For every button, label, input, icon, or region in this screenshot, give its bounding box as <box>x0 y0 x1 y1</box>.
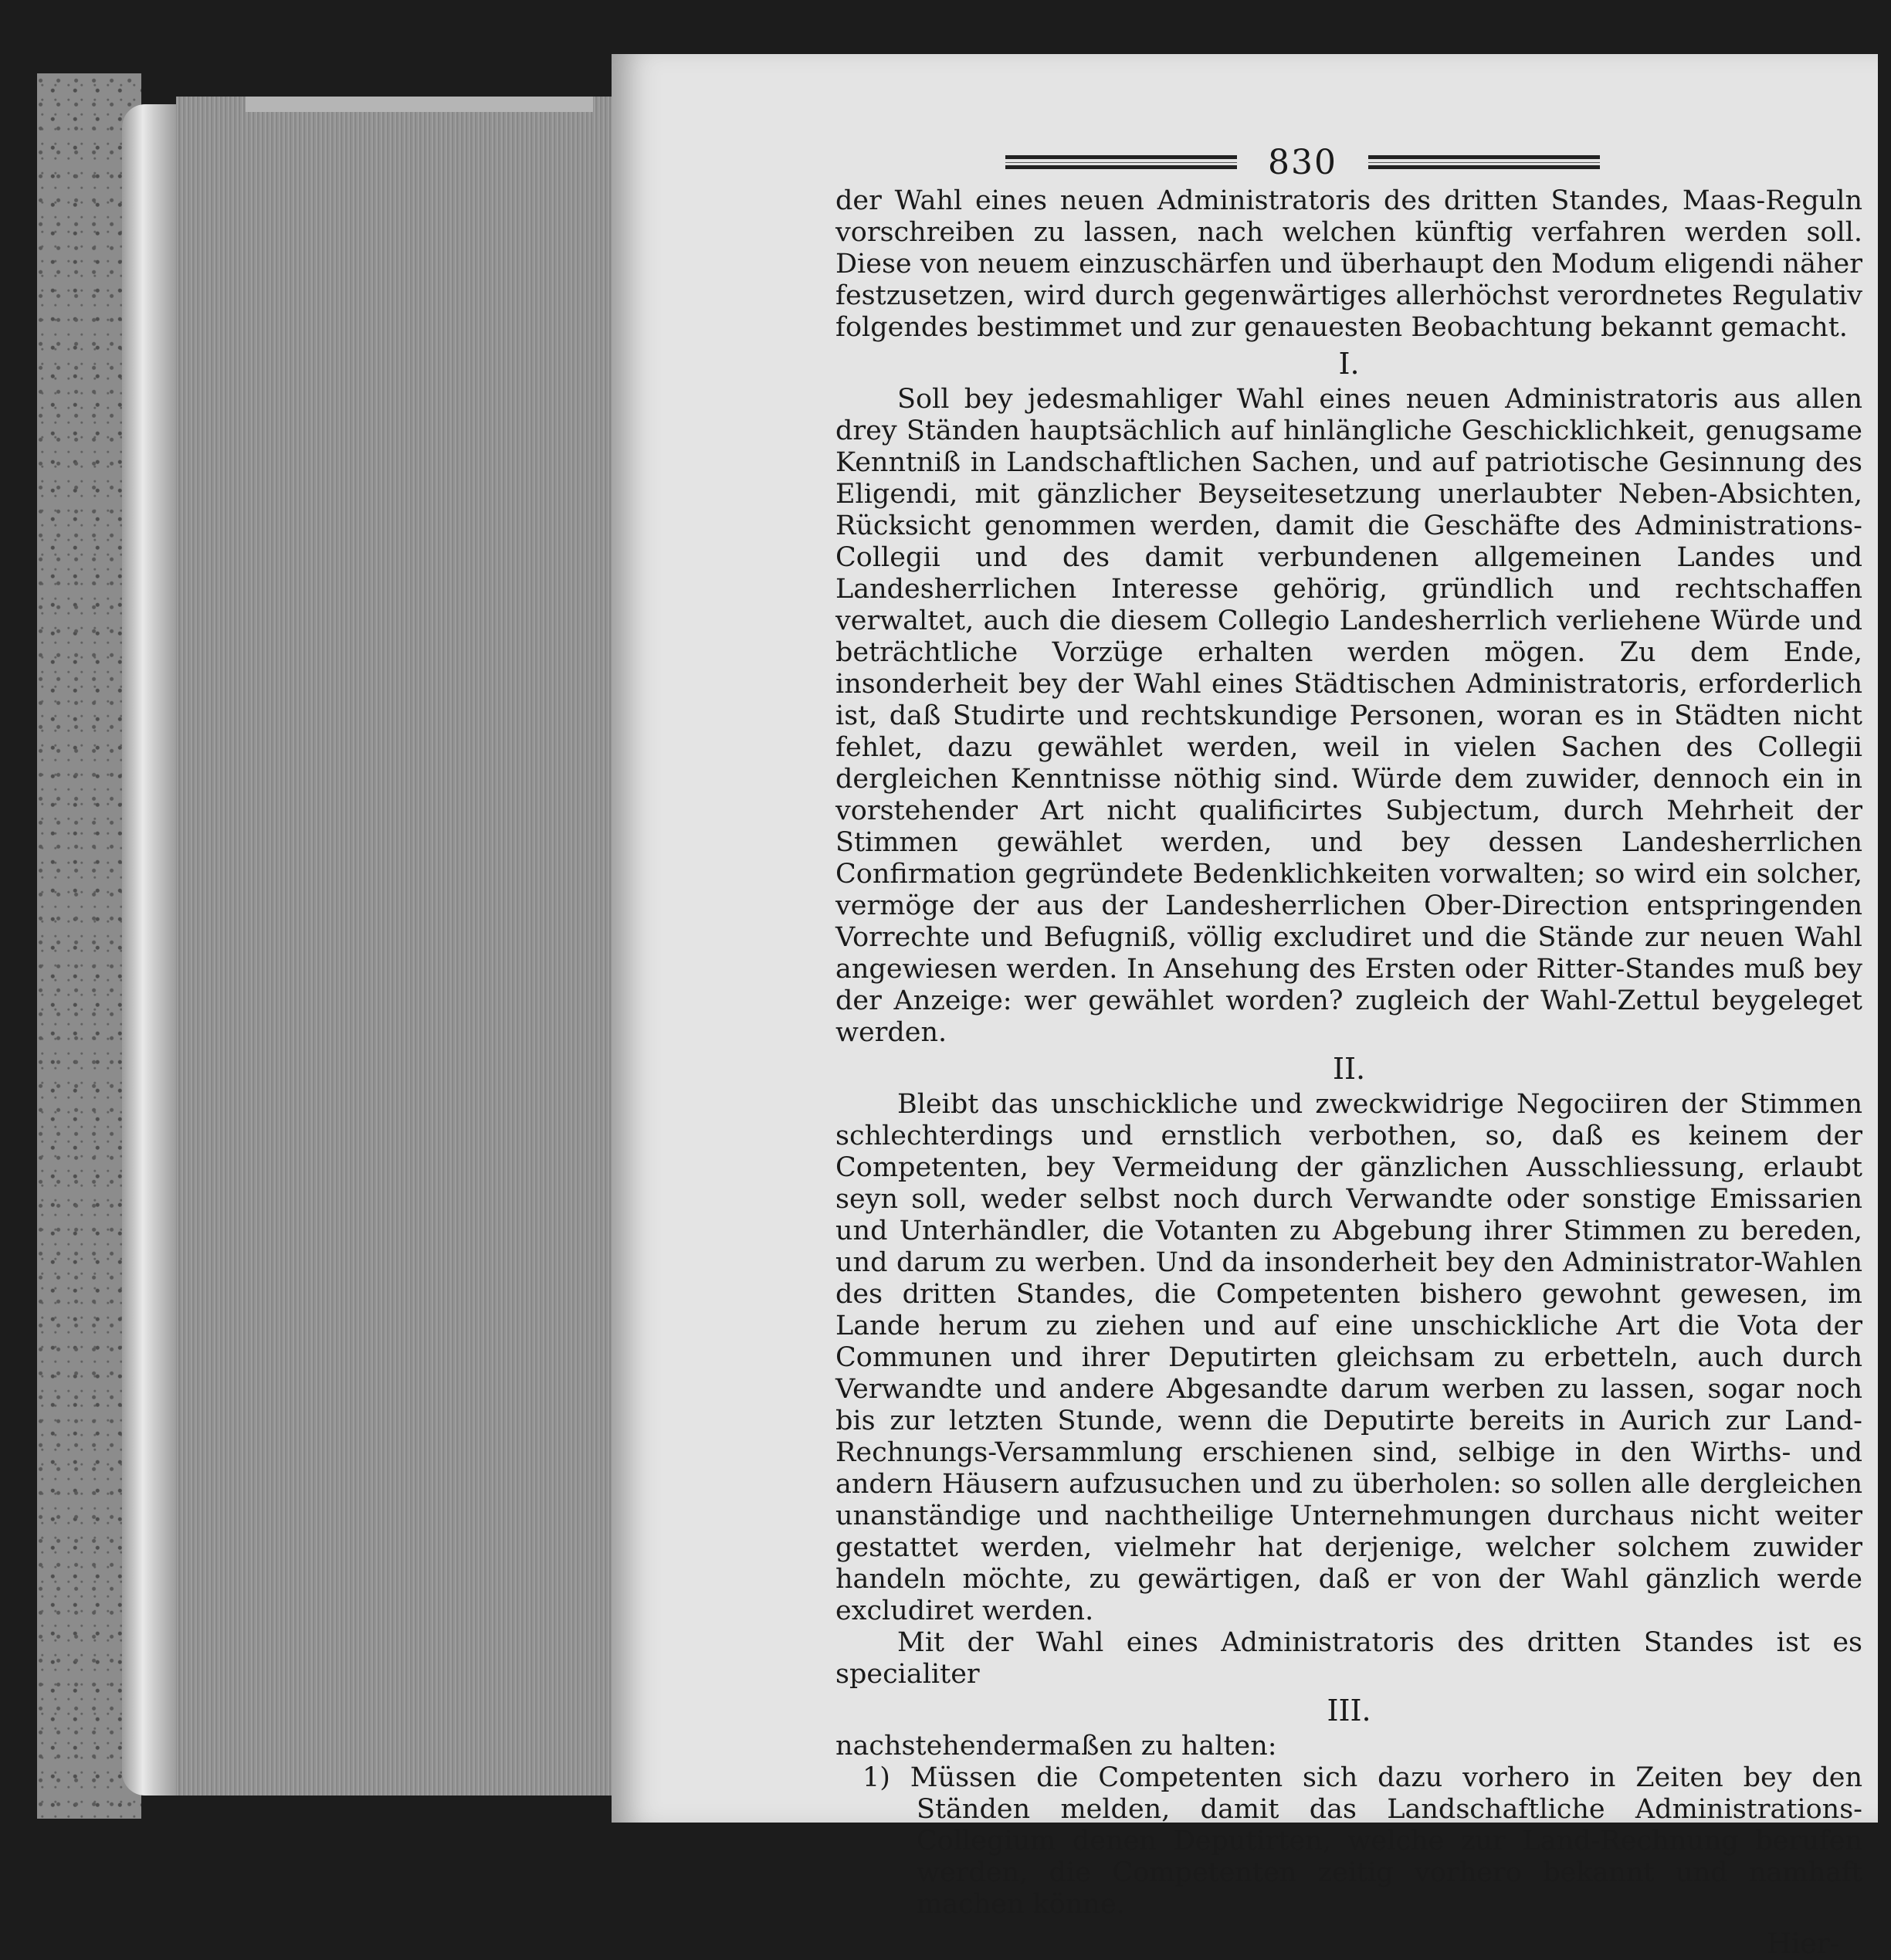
header-rule-right <box>1368 155 1600 169</box>
section-mark-3: III. <box>1327 1694 1371 1728</box>
list-item-text: Müssen die Competenten sich dazu vorhero in Zeiten bey den Ständen melden, damit das Landschaftliche Administrations-Collegium denen Deputirten, welche zur Land-Rechnung berufen werden, die Competenten zeitig vorhero bekannt und namhaft machen könne. <box>910 1762 1862 1920</box>
header-rule-left <box>1005 155 1237 169</box>
list-item-number: 1) <box>862 1762 890 1793</box>
section-mark-2: II. <box>1332 1052 1366 1086</box>
section-3-paragraph: nachstehendermaßen zu halten: <box>835 1731 1277 1762</box>
page-number: 830 <box>1268 142 1337 182</box>
book-page <box>612 54 1878 1960</box>
book <box>37 73 1891 1960</box>
page-header <box>743 139 1862 185</box>
catchword: Hier- <box>1767 1928 1839 1960</box>
page-content <box>835 139 1862 1960</box>
section-1-paragraph: Soll bey jedesmahliger Wahl eines neuen Administratoris aus allen drey Ständen hauptsächlich auf hinlängliche Geschicklichkeit, genugsame Kenntniß in Landschaftlichen Sachen, und auf patriotische Gesinnung des Eligendi, mit gänzlicher Beyseitesetzung unerlaubter Neben-Absichten, Rücksicht genommen werden, damit die Geschäfte des Administrations-Collegii und des damit verbundenen allgemeinen Landes und Landesherrlichen Interesse gehörig, gründlich und rechtschaffen verwaltet, auch die diesem Collegio Landesherrlich verliehene Würde und beträchtliche Vorzüge erhalten werden mögen. Zu dem Ende, insonderheit bey der Wahl eines Städtischen Administratoris, erforderlich ist, daß Studirte und rechtskundige Personen, woran es in Städten nicht fehlet, dazu gewählet werden, weil in vielen Sachen des Collegii dergleichen Kenntnisse nöthig sind. Würde dem zuwider, dennoch ein in vorstehender Art nicht qualificirtes Subjectum, durch Mehrheit der Stimmen gewählet werden, und bey dessen Landesherrlichen Confirmation gegründete Bedenklichkeiten vorwalten; so wird ein solcher, vermöge der aus der Landesherrlichen Ober-Direction entspringenden Vorrechte und Befugniß, völlig excludiret und die Stände zur neuen Wahl angewiesen werden. In Ansehung des Ersten oder Ritter-Standes muß bey der Anzeige: wer gewählet worden? zugleich der Wahl-Zettul beygeleget werden. <box>835 384 1862 1048</box>
page-block-edge <box>176 97 639 1796</box>
section-2-paragraph-2: Mit der Wahl eines Administratoris des dritten Standes ist es specialiter <box>835 1627 1862 1690</box>
list-item <box>862 1762 1862 1921</box>
intro-paragraph: der Wahl eines neuen Administratoris des dritten Standes, Maas-Reguln vorschreiben zu lassen, nach welchen künftig verfahren werden soll. Diese von neuem einzuschärfen und überhaupt den Modum eligendi näher festzusetzen, wird durch gegenwärtiges allerhöchst verordnetes Regulativ folgendes bestimmet und zur genauesten Beobachtung bekannt gemacht. <box>835 185 1862 343</box>
section-2-paragraph: Bleibt das unschickliche und zweckwidrige Negociiren der Stimmen schlechterdings und ernstlich verbothen, so, daß es keinem der Competenten, bey Vermeidung der gänzlichen Ausschliessung, erlaubt seyn soll, weder selbst noch durch Verwandte oder sonstige Emissarien und Unterhändler, die Votanten zu Abgebung ihrer Stimmen zu bereden, und darum zu werben. Und da insonderheit bey den Administrator-Wahlen des dritten Standes, die Competenten bishero gewohnt gewesen, im Lande herum zu ziehen und auf eine unschickliche Art die Vota der Communen und ihrer Deputirten gleichsam zu erbetteln, auch durch Verwandte und andere Abgesandte darum werben zu lassen, sogar noch bis zur letzten Stunde, wenn die Deputirte bereits in Aurich zur Land-Rechnungs-Versammlung erschienen sind, selbige in den Wirths- und andern Häusern aufzusuchen und zu überholen: so sollen alle dergleichen unanständige und nachtheilige Unternehmungen durchaus nicht weiter gestattet werden, vielmehr hat derjenige, welcher solchem zuwider handeln möchte, zu gewärtigen, daß er von der Wahl gänzlich werde excludiret werden. <box>835 1089 1862 1626</box>
page-block-top <box>246 97 593 112</box>
section-mark-1: I. <box>1338 347 1360 381</box>
